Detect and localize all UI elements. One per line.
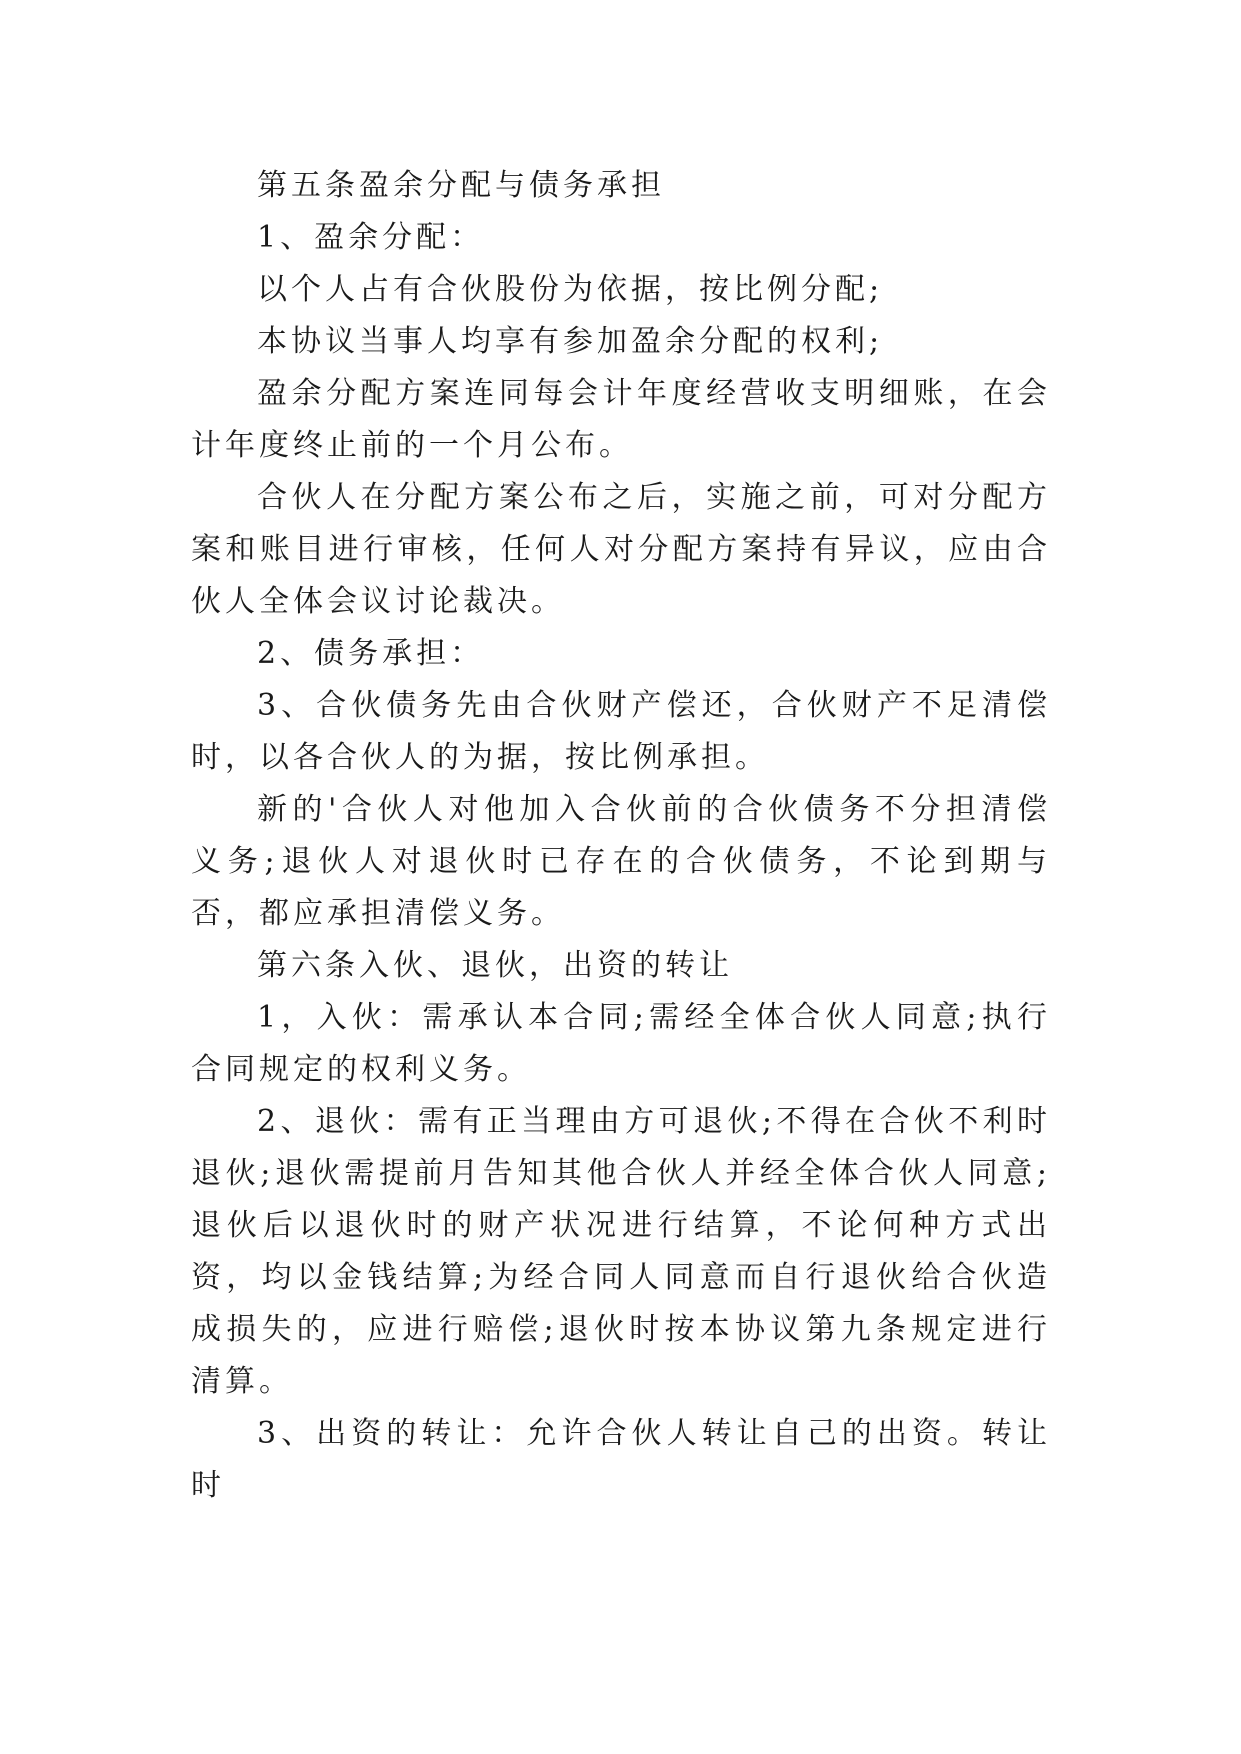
paragraph-withdrawal: 2、退伙：需有正当理由方可退伙;不得在合伙不利时退伙;退伙需提前月告知其他合伙人并经全体合伙人同意;退伙后以退伙时的财产状况进行结算，不论何种方式出资，均以金钱结算;为经合同人同意而自行退伙给合伙造成损失的，应进行赔偿;退伙时按本协议第九条规定进行清算。 bbox=[191, 1104, 1051, 1399]
paragraph-capital-transfer: 3、出资的转让：允许合伙人转让自己的出资。转让时 bbox=[191, 1416, 1051, 1503]
paragraph-distribution-basis: 以个人占有合伙股份为依据，按比例分配; bbox=[257, 272, 884, 307]
section-heading-article-6: 第六条入伙、退伙，出资的转让 bbox=[257, 948, 733, 983]
paragraph-debt-repayment: 3、合伙债务先由合伙财产偿还，合伙财产不足清偿时，以各合伙人的为据，按比例承担。 bbox=[191, 688, 1051, 775]
paragraph-distribution-rights: 本协议当事人均享有参加盈余分配的权利; bbox=[257, 324, 884, 359]
section-heading-article-5: 第五条盈余分配与债务承担 bbox=[257, 168, 665, 203]
clause-surplus-distribution: 1、盈余分配： bbox=[257, 220, 485, 255]
clause-debt-bearing: 2、债务承担： bbox=[257, 636, 485, 671]
document-body bbox=[191, 160, 1051, 1512]
paragraph-new-partner-debt: 新的'合伙人对他加入合伙前的合伙债务不分担清偿义务;退伙人对退伙时已存在的合伙债务，不论到期与否，都应承担清偿义务。 bbox=[191, 792, 1051, 931]
paragraph-distribution-plan: 盈余分配方案连同每会计年度经营收支明细账，在会计年度终止前的一个月公布。 bbox=[191, 376, 1051, 463]
paragraph-joining: 1，入伙：需承认本合同;需经全体合伙人同意;执行合同规定的权利义务。 bbox=[191, 1000, 1051, 1087]
paragraph-plan-review: 合伙人在分配方案公布之后，实施之前，可对分配方案和账目进行审核，任何人对分配方案持有异议，应由合伙人全体会议讨论裁决。 bbox=[191, 480, 1051, 619]
